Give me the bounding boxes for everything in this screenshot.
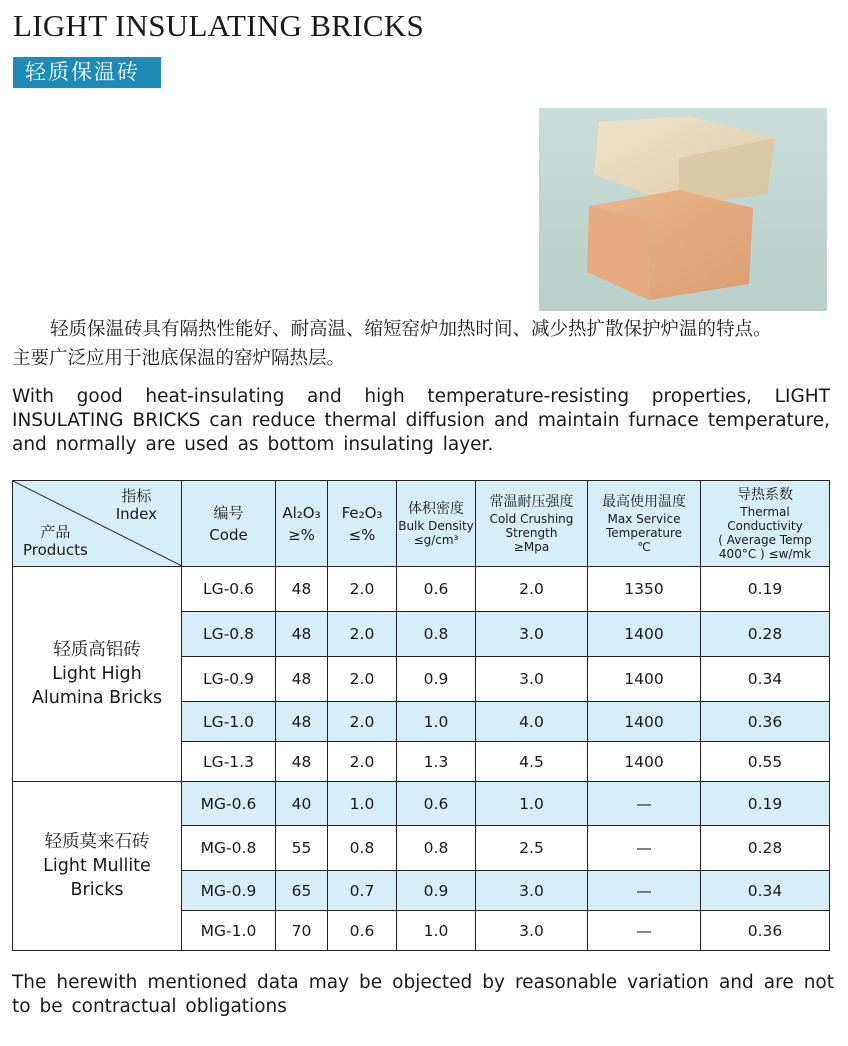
cell-density: 1.0: [397, 911, 476, 951]
cell-fe2o3: 2.0: [328, 702, 397, 742]
header-thermal-conductivity: 导热系数 Thermal Conductivity ( Average Temp 400°C ) ≤w/mk: [701, 481, 830, 567]
cell-code: MG-0.8: [182, 826, 276, 871]
index-en: Index: [115, 505, 157, 523]
index-cn: 指标: [121, 487, 152, 505]
table-row: [13, 782, 830, 826]
disclaimer: The herewith mentioned data may be objected by reasonable variation and are not to be contractual obligations: [12, 972, 834, 1017]
cell-conductivity: 0.36: [701, 702, 830, 742]
cell-code: LG-1.0: [182, 702, 276, 742]
cell-crushing: 4.5: [476, 742, 588, 782]
page-title: LIGHT INSULATING BRICKS: [13, 8, 425, 43]
table-row: [13, 567, 830, 612]
cell-al2o3: 48: [276, 657, 328, 702]
cell-crushing: 3.0: [476, 911, 588, 951]
cell-crushing: 4.0: [476, 702, 588, 742]
cell-temp: —: [588, 826, 701, 871]
cell-density: 0.8: [397, 612, 476, 657]
cell-conductivity: 0.28: [701, 826, 830, 871]
cell-crushing: 3.0: [476, 657, 588, 702]
cell-density: 0.9: [397, 657, 476, 702]
header-fe2o3: Fe₂O₃ ≤%: [328, 481, 397, 567]
cell-al2o3: 65: [276, 871, 328, 911]
cell-al2o3: 48: [276, 702, 328, 742]
header-cold-crushing: 常温耐压强度 Cold Crushing Strength ≥Mpa: [476, 481, 588, 567]
cell-code: MG-0.6: [182, 782, 276, 826]
cell-conductivity: 0.34: [701, 871, 830, 911]
cell-temp: —: [588, 782, 701, 826]
cell-density: 0.9: [397, 871, 476, 911]
cell-crushing: 3.0: [476, 871, 588, 911]
spec-table: [12, 480, 830, 951]
cell-al2o3: 48: [276, 612, 328, 657]
cell-fe2o3: 2.0: [328, 742, 397, 782]
cell-fe2o3: 2.0: [328, 612, 397, 657]
group-label-alumina: 轻质高铝砖 Light High Alumina Bricks: [13, 567, 182, 782]
cell-density: 1.0: [397, 702, 476, 742]
cell-al2o3: 40: [276, 782, 328, 826]
cell-temp: 1400: [588, 657, 701, 702]
cell-density: 0.8: [397, 826, 476, 871]
cell-temp: 1400: [588, 612, 701, 657]
cell-conductivity: 0.19: [701, 567, 830, 612]
cell-al2o3: 70: [276, 911, 328, 951]
table-header-row: [13, 481, 830, 567]
cell-code: LG-0.9: [182, 657, 276, 702]
cell-fe2o3: 2.0: [328, 567, 397, 612]
cell-crushing: 2.5: [476, 826, 588, 871]
cell-al2o3: 48: [276, 567, 328, 612]
cell-temp: —: [588, 871, 701, 911]
header-code: [182, 481, 276, 567]
code-en: Code: [209, 525, 248, 544]
group-label-mullite: 轻质莫来石砖 Light Mullite Bricks: [13, 782, 182, 951]
cell-fe2o3: 0.7: [328, 871, 397, 911]
cell-conductivity: 0.36: [701, 911, 830, 951]
cell-fe2o3: 1.0: [328, 782, 397, 826]
cell-crushing: 3.0: [476, 612, 588, 657]
cell-conductivity: 0.34: [701, 657, 830, 702]
cell-density: 0.6: [397, 567, 476, 612]
intro-english: With good heat-insulating and high temperature-resisting properties, LIGHT INSULATING BRICKS can reduce thermal diffusion and maintain furnace temperature, and normally are used as bottom insulating layer.: [12, 386, 830, 455]
cell-code: LG-0.6: [182, 567, 276, 612]
intro-chinese: [12, 315, 838, 373]
cell-fe2o3: 2.0: [328, 657, 397, 702]
cell-code: LG-1.3: [182, 742, 276, 782]
cell-code: LG-0.8: [182, 612, 276, 657]
cell-code: MG-0.9: [182, 871, 276, 911]
header-al2o3: Al₂O₃ ≥%: [276, 481, 328, 567]
cell-fe2o3: 0.6: [328, 911, 397, 951]
products-en: Products: [23, 541, 88, 559]
header-bulk-density: 体积密度 Bulk Density ≤g/cm³: [397, 481, 476, 567]
products-cn: 产品: [40, 523, 71, 541]
cell-density: 1.3: [397, 742, 476, 782]
cell-crushing: 2.0: [476, 567, 588, 612]
cell-conductivity: 0.19: [701, 782, 830, 826]
cell-temp: 1400: [588, 742, 701, 782]
header-max-temp: 最高使用温度 Max Service Temperature ℃: [588, 481, 701, 567]
code-cn: 编号: [213, 503, 244, 522]
cell-conductivity: 0.55: [701, 742, 830, 782]
corner-header: [13, 481, 182, 567]
intro-cn-line2: 主要广泛应用于池底保温的窑炉隔热层。: [12, 348, 346, 369]
bricks-photo: [539, 108, 827, 311]
cell-al2o3: 55: [276, 826, 328, 871]
cell-al2o3: 48: [276, 742, 328, 782]
cell-code: MG-1.0: [182, 911, 276, 951]
cell-temp: —: [588, 911, 701, 951]
section-badge: 轻质保温砖: [13, 57, 161, 88]
cell-temp: 1350: [588, 567, 701, 612]
cell-conductivity: 0.28: [701, 612, 830, 657]
cell-crushing: 1.0: [476, 782, 588, 826]
bricks-illustration: [539, 108, 827, 311]
cell-fe2o3: 0.8: [328, 826, 397, 871]
cell-temp: 1400: [588, 702, 701, 742]
cell-density: 0.6: [397, 782, 476, 826]
intro-cn-line1: 轻质保温砖具有隔热性能好、耐高温、缩短窑炉加热时间、减少热扩散保护炉温的特点。: [50, 319, 772, 340]
